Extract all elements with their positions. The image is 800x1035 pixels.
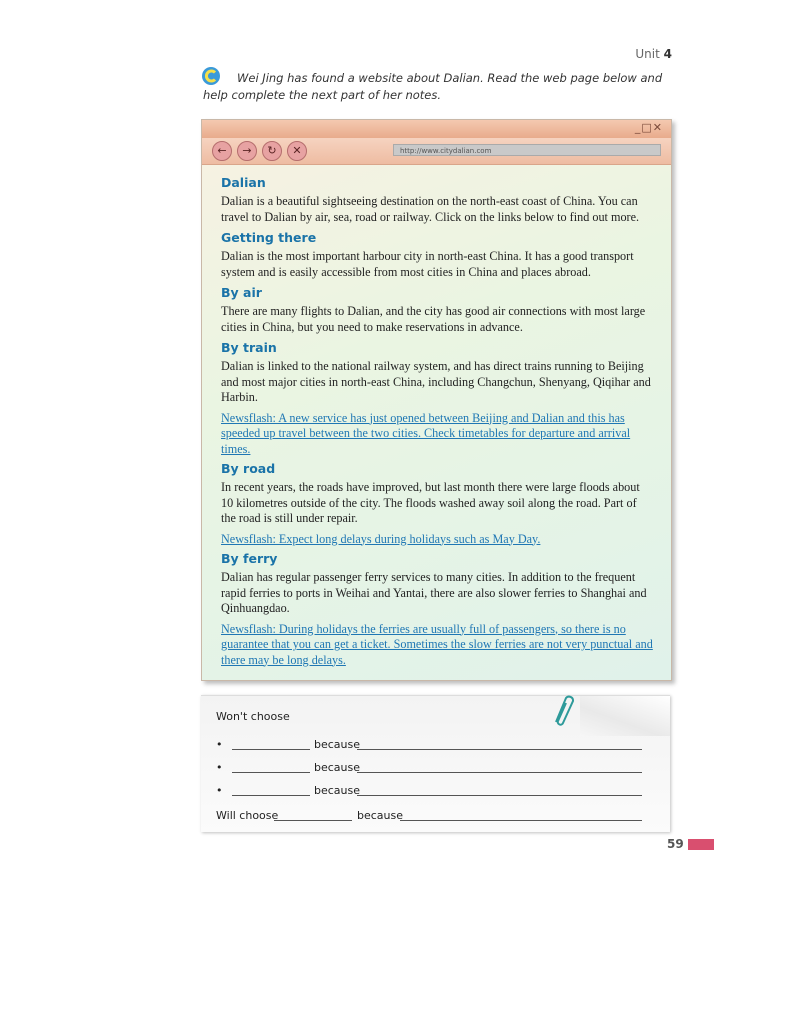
answer-line[interactable] [274,820,352,821]
by-ferry-paragraph: Dalian has regular passenger ferry services to many cities. In addition to the frequent rapid ferries to ports in Weihai and Yantai, there are also slower ferries to Shanghai and Qinhuangdao. [221,570,647,615]
train-newsflash-link[interactable]: Newsflash: A new service has just opened between Beijing and Dalian and this has speeded up travel between the two cities. Check timetables for departure and arrival times. [221,410,631,456]
answer-line[interactable] [232,772,310,773]
bullet: • [216,738,223,751]
page-curl [580,696,670,736]
answer-line[interactable] [357,772,642,773]
heading-by-road: By road [221,461,276,476]
address-bar[interactable]: http://www.citydalian.com [393,144,661,156]
answer-line[interactable] [232,749,310,750]
bullet: • [216,784,223,797]
heading-by-ferry: By ferry [221,551,278,566]
page-number: 59 [667,837,684,851]
page-title: Dalian [221,175,266,190]
will-choose-label: Will choose [216,809,279,822]
web-page-content [221,175,653,672]
bullet: • [216,761,223,774]
heading-by-train: By train [221,340,277,355]
road-newsflash-link[interactable]: Newsflash: Expect long delays during holidays such as May Day. [221,531,541,546]
answer-line[interactable] [357,749,642,750]
browser-toolbar [202,138,671,165]
browser-window [201,119,672,681]
paperclip-icon [548,692,574,726]
back-icon[interactable]: ← [212,141,232,161]
intro-paragraph: Dalian is a beautiful sightseeing destination on the north-east coast of China. You can travel to Dalian by air, sea, road or railway. Click on the links below to find out more. [221,194,640,224]
answer-line[interactable] [232,795,310,796]
window-controls[interactable]: _□✕ [634,121,663,134]
by-road-paragraph: In recent years, the roads have improved, but last month there were large floods about 10 kilometres outside of the city. The floods washed away soil along the road. Part of the road is still under repair. [221,480,640,525]
browser-titlebar [202,120,671,138]
because-label: because [314,784,361,797]
stop-icon[interactable]: ✕ [287,141,307,161]
heading-getting-there: Getting there [221,230,317,245]
unit-label: Unit 4 [635,47,672,61]
by-train-paragraph: Dalian is linked to the national railway system, and has direct trains running to Beijing and most major cities in north-east China, including Changchun, Shenyang, Qiqihar and Harbin. [221,359,651,404]
wont-choose-label: Won't choose [216,710,290,723]
because-label: because [314,738,361,751]
refresh-icon[interactable]: ↻ [262,141,282,161]
because-label: because [314,761,361,774]
unit-number: 4 [663,47,672,61]
instruction-text: Wei Jing has found a website about Dalian. Read the web page below and help complete the next part of her notes. [203,71,663,102]
heading-by-air: By air [221,285,262,300]
answer-line[interactable] [357,795,642,796]
answer-line[interactable] [400,820,642,821]
by-air-paragraph: There are many flights to Dalian, and the city has good air connections with most large cities in China, but you need to make reservations in advance. [221,304,646,334]
page-number-bar [688,839,714,850]
ferry-newsflash-link[interactable]: Newsflash: During holidays the ferries are usually full of passengers, so there is no guarantee that you can get a ticket. Sometimes the slow ferries are not very punctual and there may be long delays. [221,621,653,667]
forward-icon[interactable]: → [237,141,257,161]
getting-there-paragraph: Dalian is the most important harbour city in north-east China. It has a good transport system and is easily accessible from most cities in China and places abroad. [221,249,634,279]
because-label: because [357,809,404,822]
